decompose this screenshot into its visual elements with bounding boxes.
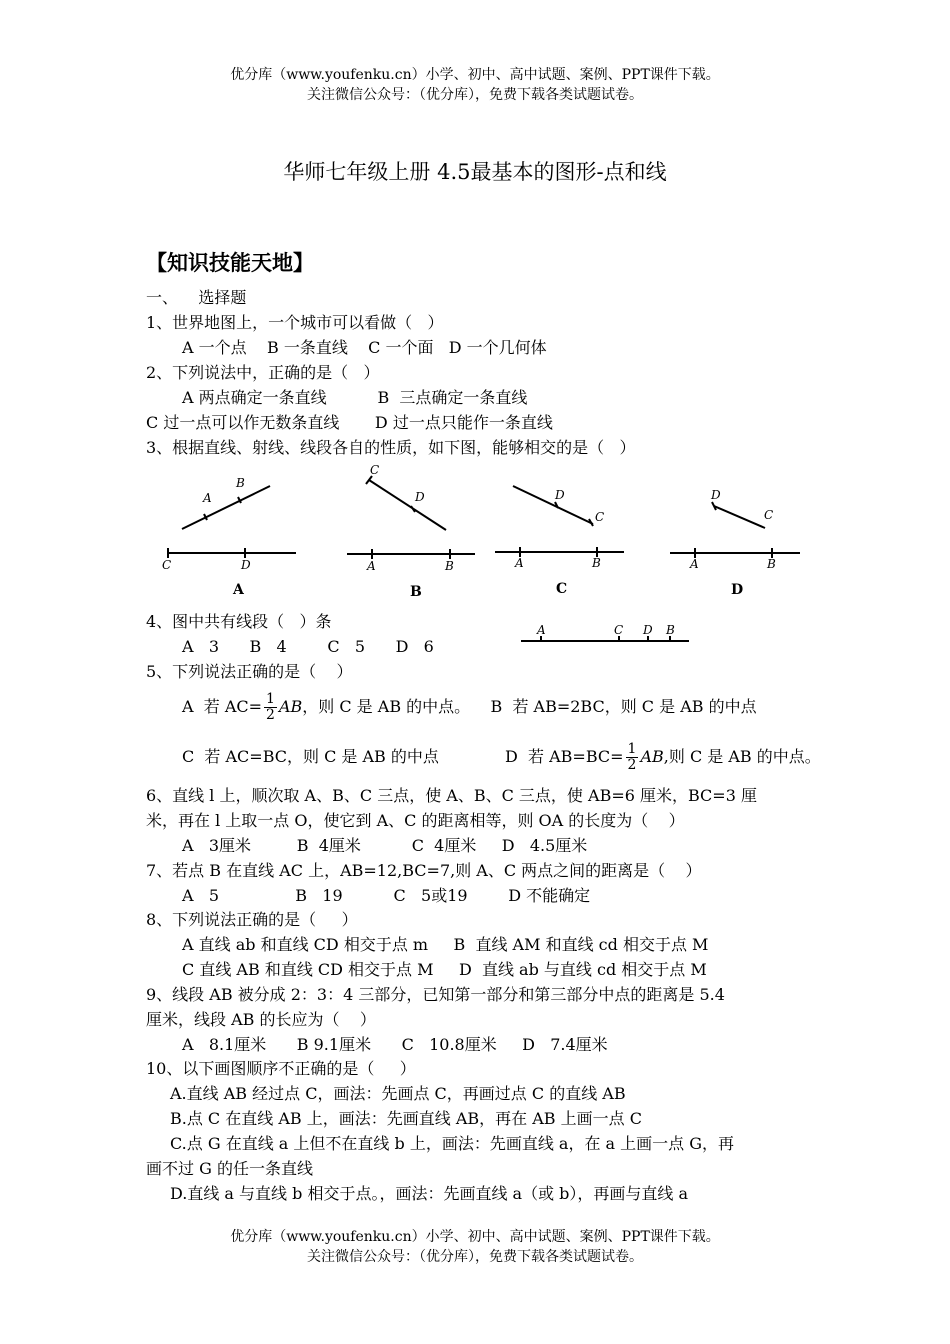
question-10-option-a: A.直线 AB 经过点 C，画法：先画点 C，再画过点 C 的直线 AB [170,1084,626,1103]
question-2: 2、下列说法中，正确的是（ ） [146,363,380,382]
question-1-options: A 一个点 B 一条直线 C 一个面 D 一个几何体 [182,338,547,357]
question-4: 4、图中共有线段（ ）条 [146,612,332,631]
fig-label: C [595,510,605,524]
fig-label: C [764,508,774,522]
fraction [626,742,639,773]
question-10-option-d: D.直线 a 与直线 b 相交于点。，画法：先画直线 a（或 b），再画与直线 a [170,1184,689,1203]
fig-label: D [415,490,425,504]
fraction-denominator: 2 [266,707,275,723]
q5-ab: AB [278,697,303,716]
question-1: 1、世界地图上，一个城市可以看做（ ） [146,313,444,332]
question-6-line-2: 米，再在 l 上取一点 O，使它到 A、C 的距离相等，则 OA 的长度为（ ） [146,811,685,830]
question-2-options-2: C 过一点可以作无数条直线 D 过一点只能作一条直线 [146,413,553,432]
fig-label: B [592,556,601,570]
question-10-option-c-2: 画不过 G 的任一条直线 [146,1159,313,1178]
question-5: 5、下列说法正确的是（ ） [146,662,353,681]
question-10: 10、以下画图顺序不正确的是（ ） [146,1059,416,1078]
fig-label: A [203,491,212,505]
fig-label: D [555,488,565,502]
fig-label: C [370,463,380,477]
header-line-1: 优分库（www.youfenku.cn）小学、初中、高中试题、案例、PPT课件下载。 [230,67,720,83]
fig-label: C [162,558,172,572]
q5-a-suffix: ，则 C 是 AB 的中点。 B 若 AB=2BC，则 C 是 AB 的中点 [302,697,757,716]
fig-label: D [241,558,251,572]
question-4-options: A 3 B 4 C 5 D 6 [182,637,434,656]
fig-label: D [643,623,653,637]
footer-line-1: 优分库（www.youfenku.cn）小学、初中、高中试题、案例、PPT课件下载。 [230,1229,720,1245]
fraction-numerator: 1 [627,741,637,757]
question-7: 7、若点 B 在直线 AC 上，AB=12,BC=7,则 A、C 两点之间的距离是（ ） [146,861,702,880]
fig-label: B [445,559,454,573]
fig-label: D [711,488,721,502]
section-heading: 【知识技能天地】 [146,250,314,275]
fig-caption-c: C [556,581,568,597]
question-5-options-2 [182,739,821,775]
question-2-options-1: A 两点确定一条直线 B 三点确定一条直线 [182,388,528,407]
question-3-figure [0,455,950,605]
fig-caption-b: B [410,584,422,600]
question-8-options-2: C 直线 AB 和直线 CD 相交于点 M D 直线 ab 与直线 cd 相交于点 M [182,960,707,979]
fraction [264,692,277,723]
question-4-figure [500,615,700,650]
fig-label: A [515,556,524,570]
question-5-options-1 [182,689,757,725]
fig-caption-d: D [731,582,744,598]
q5-c-prefix: C 若 AC=BC，则 C 是 AB 的中点 D 若 AB=BC= [182,747,624,766]
fig-label: B [767,557,776,571]
question-3: 3、根据直线、射线、线段各自的性质，如下图，能够相交的是（ ） [146,438,636,457]
question-6-line-1: 6、直线 l 上，顺次取 A、B、C 三点，使 A、B、C 三点，使 AB=6 厘米，BC=3 厘 [146,786,757,805]
fig-b-ray [369,480,446,530]
fig-a-segment [182,486,270,529]
question-10-option-c-1: C.点 G 在直线 a 上但不在直线 b 上，画法：先画直线 a，在 a 上画一点 G，再 [170,1134,735,1153]
fig-c-ray [513,486,593,524]
question-8: 8、下列说法正确的是（ ） [146,910,358,929]
question-6-options: A 3厘米 B 4厘米 C 4厘米 D 4.5厘米 [182,836,588,855]
question-9-options: A 8.1厘米 B 9.1厘米 C 10.8厘米 D 7.4厘米 [182,1035,608,1054]
header-line-2: 关注微信公众号：（优分库），免费下载各类试题试卷。 [307,87,643,103]
fig-label: C [614,623,624,637]
q5-ab: AB [640,747,664,766]
fraction-numerator: 1 [266,691,275,707]
question-7-options: A 5 B 19 C 5或19 D 不能确定 [182,886,591,905]
footer-line-2: 关注微信公众号：（优分库），免费下载各类试题试卷。 [307,1249,643,1265]
q5-c-suffix: ,则 C 是 AB 的中点。 [663,747,821,766]
fig-label: A [690,557,699,571]
part-heading: 一、 选择题 [146,288,247,307]
fraction-denominator: 2 [627,757,637,773]
question-8-options-1: A 直线 ab 和直线 CD 相交于点 m B 直线 AM 和直线 cd 相交于点 M [182,935,709,954]
fig-label: A [537,623,546,637]
question-10-option-b: B.点 C 在直线 AB 上，画法：先画直线 AB，再在 AB 上画一点 C [170,1109,642,1128]
fig-b-tick-c [366,476,372,484]
question-9-line-2: 厘米，线段 AB 的长应为（ ） [146,1010,376,1029]
question-9-line-1: 9、线段 AB 被分成 2：3：4 三部分，已知第一部分和第三部分中点的距离是 5.4 [146,985,725,1004]
q5-a-prefix: A 若 AC= [182,697,263,716]
fig-label: A [367,559,376,573]
page-title: 华师七年级上册 4.5最基本的图形-点和线 [283,160,667,184]
fig-label: B [666,623,675,637]
fig-label: B [236,476,245,490]
fig-d-segment [714,506,765,528]
fig-caption-a: A [233,582,244,598]
